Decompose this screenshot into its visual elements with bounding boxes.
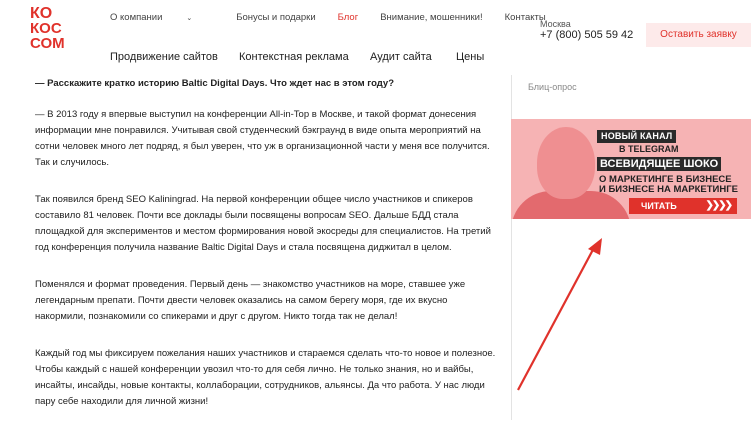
banner-read-button[interactable] bbox=[629, 198, 737, 214]
banner-line-5: И БИЗНЕСЕ НА МАРКЕТИНГЕ bbox=[599, 184, 738, 195]
leave-request-button[interactable]: Оставить заявку bbox=[646, 23, 751, 47]
main-nav-prices[interactable]: Цены bbox=[456, 51, 485, 63]
main-nav-context[interactable]: Контекстная реклама bbox=[239, 51, 349, 63]
article-paragraph-3: Поменялся и формат проведения. Первый день — знакомство участников на море, ставшее уже легендарным препати. Почти двести человек оказались на самом берегу моря, где их вкусно накормили, познакомили со спикерами и друг с другом. Никто тогда так не делал! bbox=[35, 279, 466, 322]
top-nav-about-label: О компании bbox=[110, 12, 163, 23]
article-body bbox=[35, 76, 497, 431]
kokoc-logo[interactable] bbox=[30, 4, 78, 50]
sidebar-blitz-link[interactable]: Блиц-опрос bbox=[528, 82, 577, 92]
top-nav-about[interactable] bbox=[110, 12, 214, 23]
chevron-down-icon: ⌄ bbox=[186, 15, 193, 22]
article-question: — Расскажите кратко историю Baltic Digital Days. Что ждет нас в этом году? bbox=[35, 78, 394, 89]
banner-line-4: О МАРКЕТИНГЕ В БИЗНЕСЕ bbox=[599, 174, 732, 185]
logo-line-1: КО bbox=[30, 5, 53, 22]
main-nav-seo[interactable]: Продвижение сайтов bbox=[110, 51, 218, 63]
banner-person-illustration bbox=[537, 127, 595, 199]
banner-read-label: ЧИТАТЬ bbox=[641, 201, 677, 211]
annotation-arrow-icon bbox=[510, 236, 610, 396]
banner-line-3: ВСЕВИДЯЩЕЕ ШОКО bbox=[597, 157, 721, 171]
logo-line-2: КОС bbox=[30, 20, 62, 37]
top-nav bbox=[110, 12, 568, 23]
top-nav-contacts[interactable]: Контакты bbox=[504, 12, 546, 23]
top-nav-fraud[interactable]: Внимание, мошенники! bbox=[380, 12, 483, 23]
main-nav-audit[interactable]: Аудит сайта bbox=[370, 51, 432, 63]
banner-line-2: В TELEGRAM bbox=[619, 144, 679, 154]
phone-link[interactable]: +7 (800) 505 59 42 bbox=[540, 29, 634, 41]
telegram-banner[interactable] bbox=[511, 119, 751, 219]
logo-line-3: СОМ bbox=[30, 35, 65, 50]
top-nav-blog[interactable]: Блог bbox=[337, 12, 359, 23]
top-nav-bonuses[interactable]: Бонусы и подарки bbox=[236, 12, 316, 23]
article-paragraph-2: Так появился бренд SEO Kaliningrad. На первой конференции общее число участников и спикеров составило 81 человек. Почти все доклады были посвящены вопросам SEO. Дальше БДД стала площадкой для экспериментов и местом формирования новой экосреды для специалистов. На третий год конференция получила название Baltic Digital Days и стала посвящена диджитал в целом. bbox=[35, 194, 491, 253]
article-paragraph-4: Каждый год мы фиксируем пожелания наших участников и стараемся сделать что-то новое и полезное. Чтобы каждый с нашей конференции увозил что-то для себя лично. Не только знания, но и вайбы, инсайты, инсайды, новые контакты, коллаборации, сотрудников, альянсы. Да что работа. У нас люди пару себе находили для личной жизни! bbox=[35, 348, 496, 407]
banner-line-1: НОВЫЙ КАНАЛ bbox=[597, 130, 676, 143]
city-label: Москва bbox=[540, 19, 571, 29]
article-paragraph-1: — В 2013 году я впервые выступил на конференции All-in-Top в Москве, и такой формат донесения информации мне понравился. Учитывая свой студенческий бэкграунд в виде опыта мероприятий на сотни человек много лет подряд, я был уверен, что уж в организационной части у меня все получится. Так и случилось. bbox=[35, 109, 490, 168]
chevrons-right-icon: ❯❯❯❯ bbox=[705, 200, 731, 211]
